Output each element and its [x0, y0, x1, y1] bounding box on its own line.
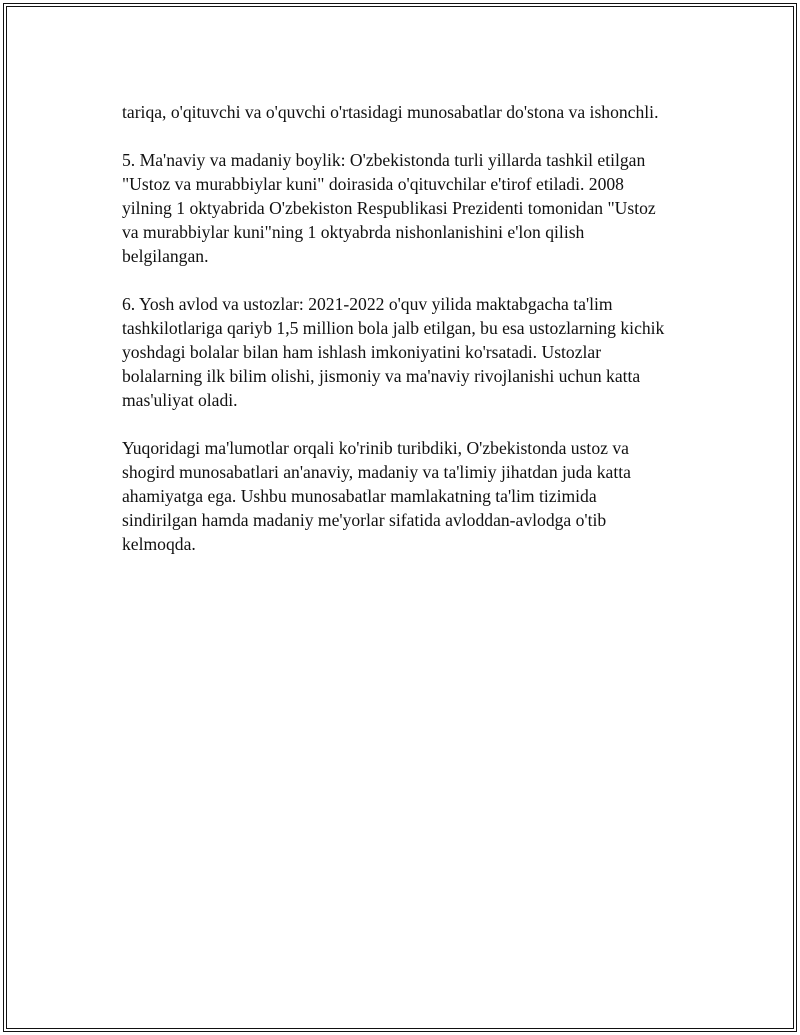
paragraph-item-6: 6. Yosh avlod va ustozlar: 2021-2022 o'quv yilida maktabgacha ta'lim tashkilotlariga qariyb 1,5 million bola jalb etilgan, bu esa ustozlarning kichik yoshdagi bolalar bilan ham ishlash imkoniyatini ko'rsatadi. Ustozlar bolalarning ilk bilim olishi, jismoniy va ma'naviy rivojlanishi uchun katta mas'uliyat oladi.	[122, 294, 665, 410]
paragraph-continuation: tariqa, o'qituvchi va o'quvchi o'rtasidagi munosabatlar do'stona va ishonchli.	[122, 102, 659, 122]
page-border	[3, 3, 797, 1032]
paragraph-item-5: 5. Ma'naviy va madaniy boylik: O'zbekistonda turli yillarda tashkil etilgan "Ustoz va murabbiylar kuni" doirasida o'qituvchilar e'tirof etiladi. 2008 yilning 1 oktyabrida O'zbekiston Respublikasi Prezidenti tomonidan "Ustoz va murabbiylar kuni"ning 1 oktyabrda nishonlanishini e'lon qilish belgilangan.	[122, 150, 656, 266]
paragraph-conclusion: Yuqoridagi ma'lumotlar orqali ko'rinib turibdiki, O'zbekistonda ustoz va shogird munosabatlari an'anaviy, madaniy va ta'limiy jihatdan juda katta ahamiyatga ega. Ushbu munosabatlar mamlakatning ta'lim tizimida sindirilgan hamda madaniy me'yorlar sifatida avloddan-avlodga o'tib kelmoqda.	[122, 438, 631, 554]
document-body	[122, 100, 712, 556]
